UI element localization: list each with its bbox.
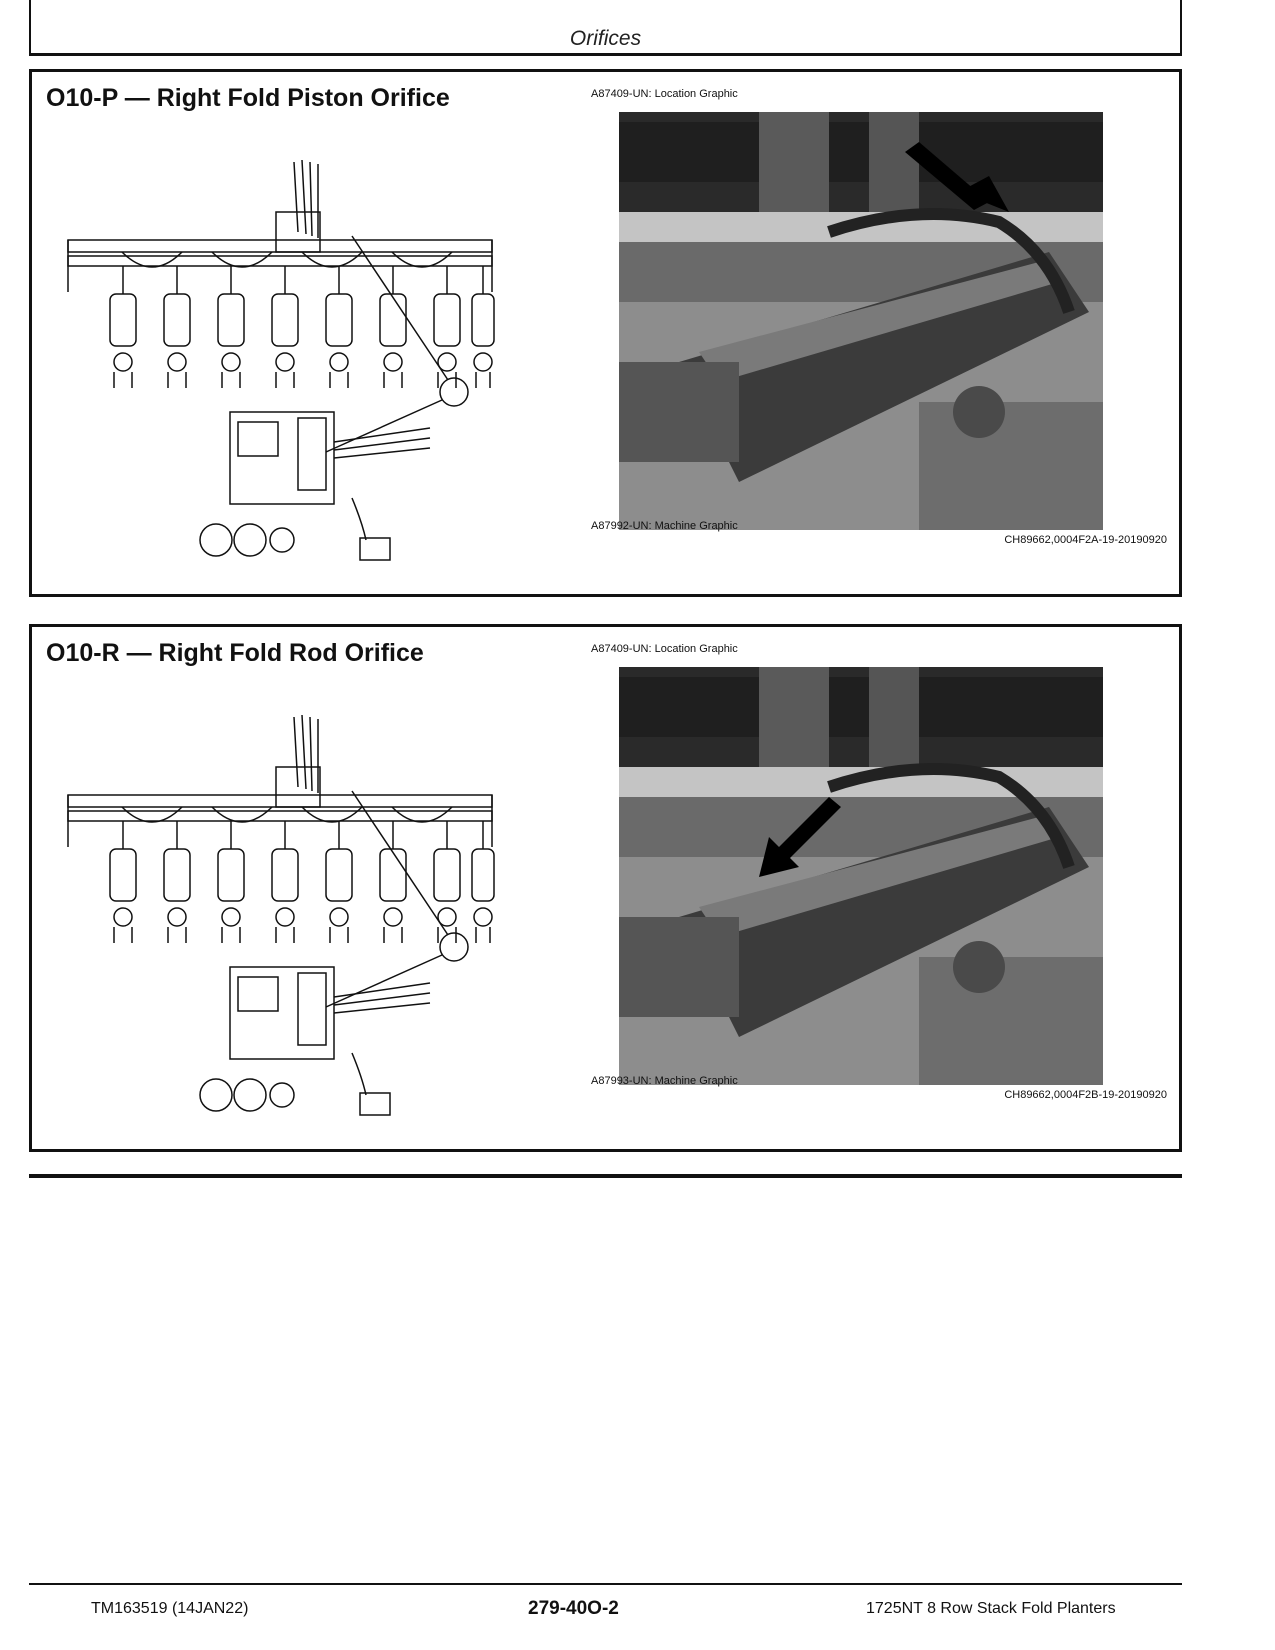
cylinder-photo [619,112,1103,530]
planter-location-diagram [62,152,532,582]
reference-code: CH89662,0004F2A-19-20190920 [1004,534,1167,546]
footer-rule [29,1583,1182,1585]
section-panel-piston [29,69,1182,597]
section-title: O10-R — Right Fold Rod Orifice [46,639,424,667]
section-panel-rod [29,624,1182,1152]
planter-location-diagram [62,707,532,1137]
header-title: Orifices [569,27,642,50]
section-title: O10-P — Right Fold Piston Orifice [46,84,450,112]
page-header [29,0,1182,56]
location-caption: A87409-UN: Location Graphic [591,643,738,655]
machine-caption: A87993-UN: Machine Graphic [591,1075,738,1087]
cylinder-photo [619,667,1103,1085]
machine-caption: A87992-UN: Machine Graphic [591,520,738,532]
footer-doc-id: TM163519 (14JAN22) [91,1600,249,1617]
footer-product: 1725NT 8 Row Stack Fold Planters [866,1600,1116,1617]
section-end-rule [29,1174,1182,1178]
location-caption: A87409-UN: Location Graphic [591,88,738,100]
footer-page-number: 279-40O-2 [528,1598,619,1619]
reference-code: CH89662,0004F2B-19-20190920 [1004,1089,1167,1101]
